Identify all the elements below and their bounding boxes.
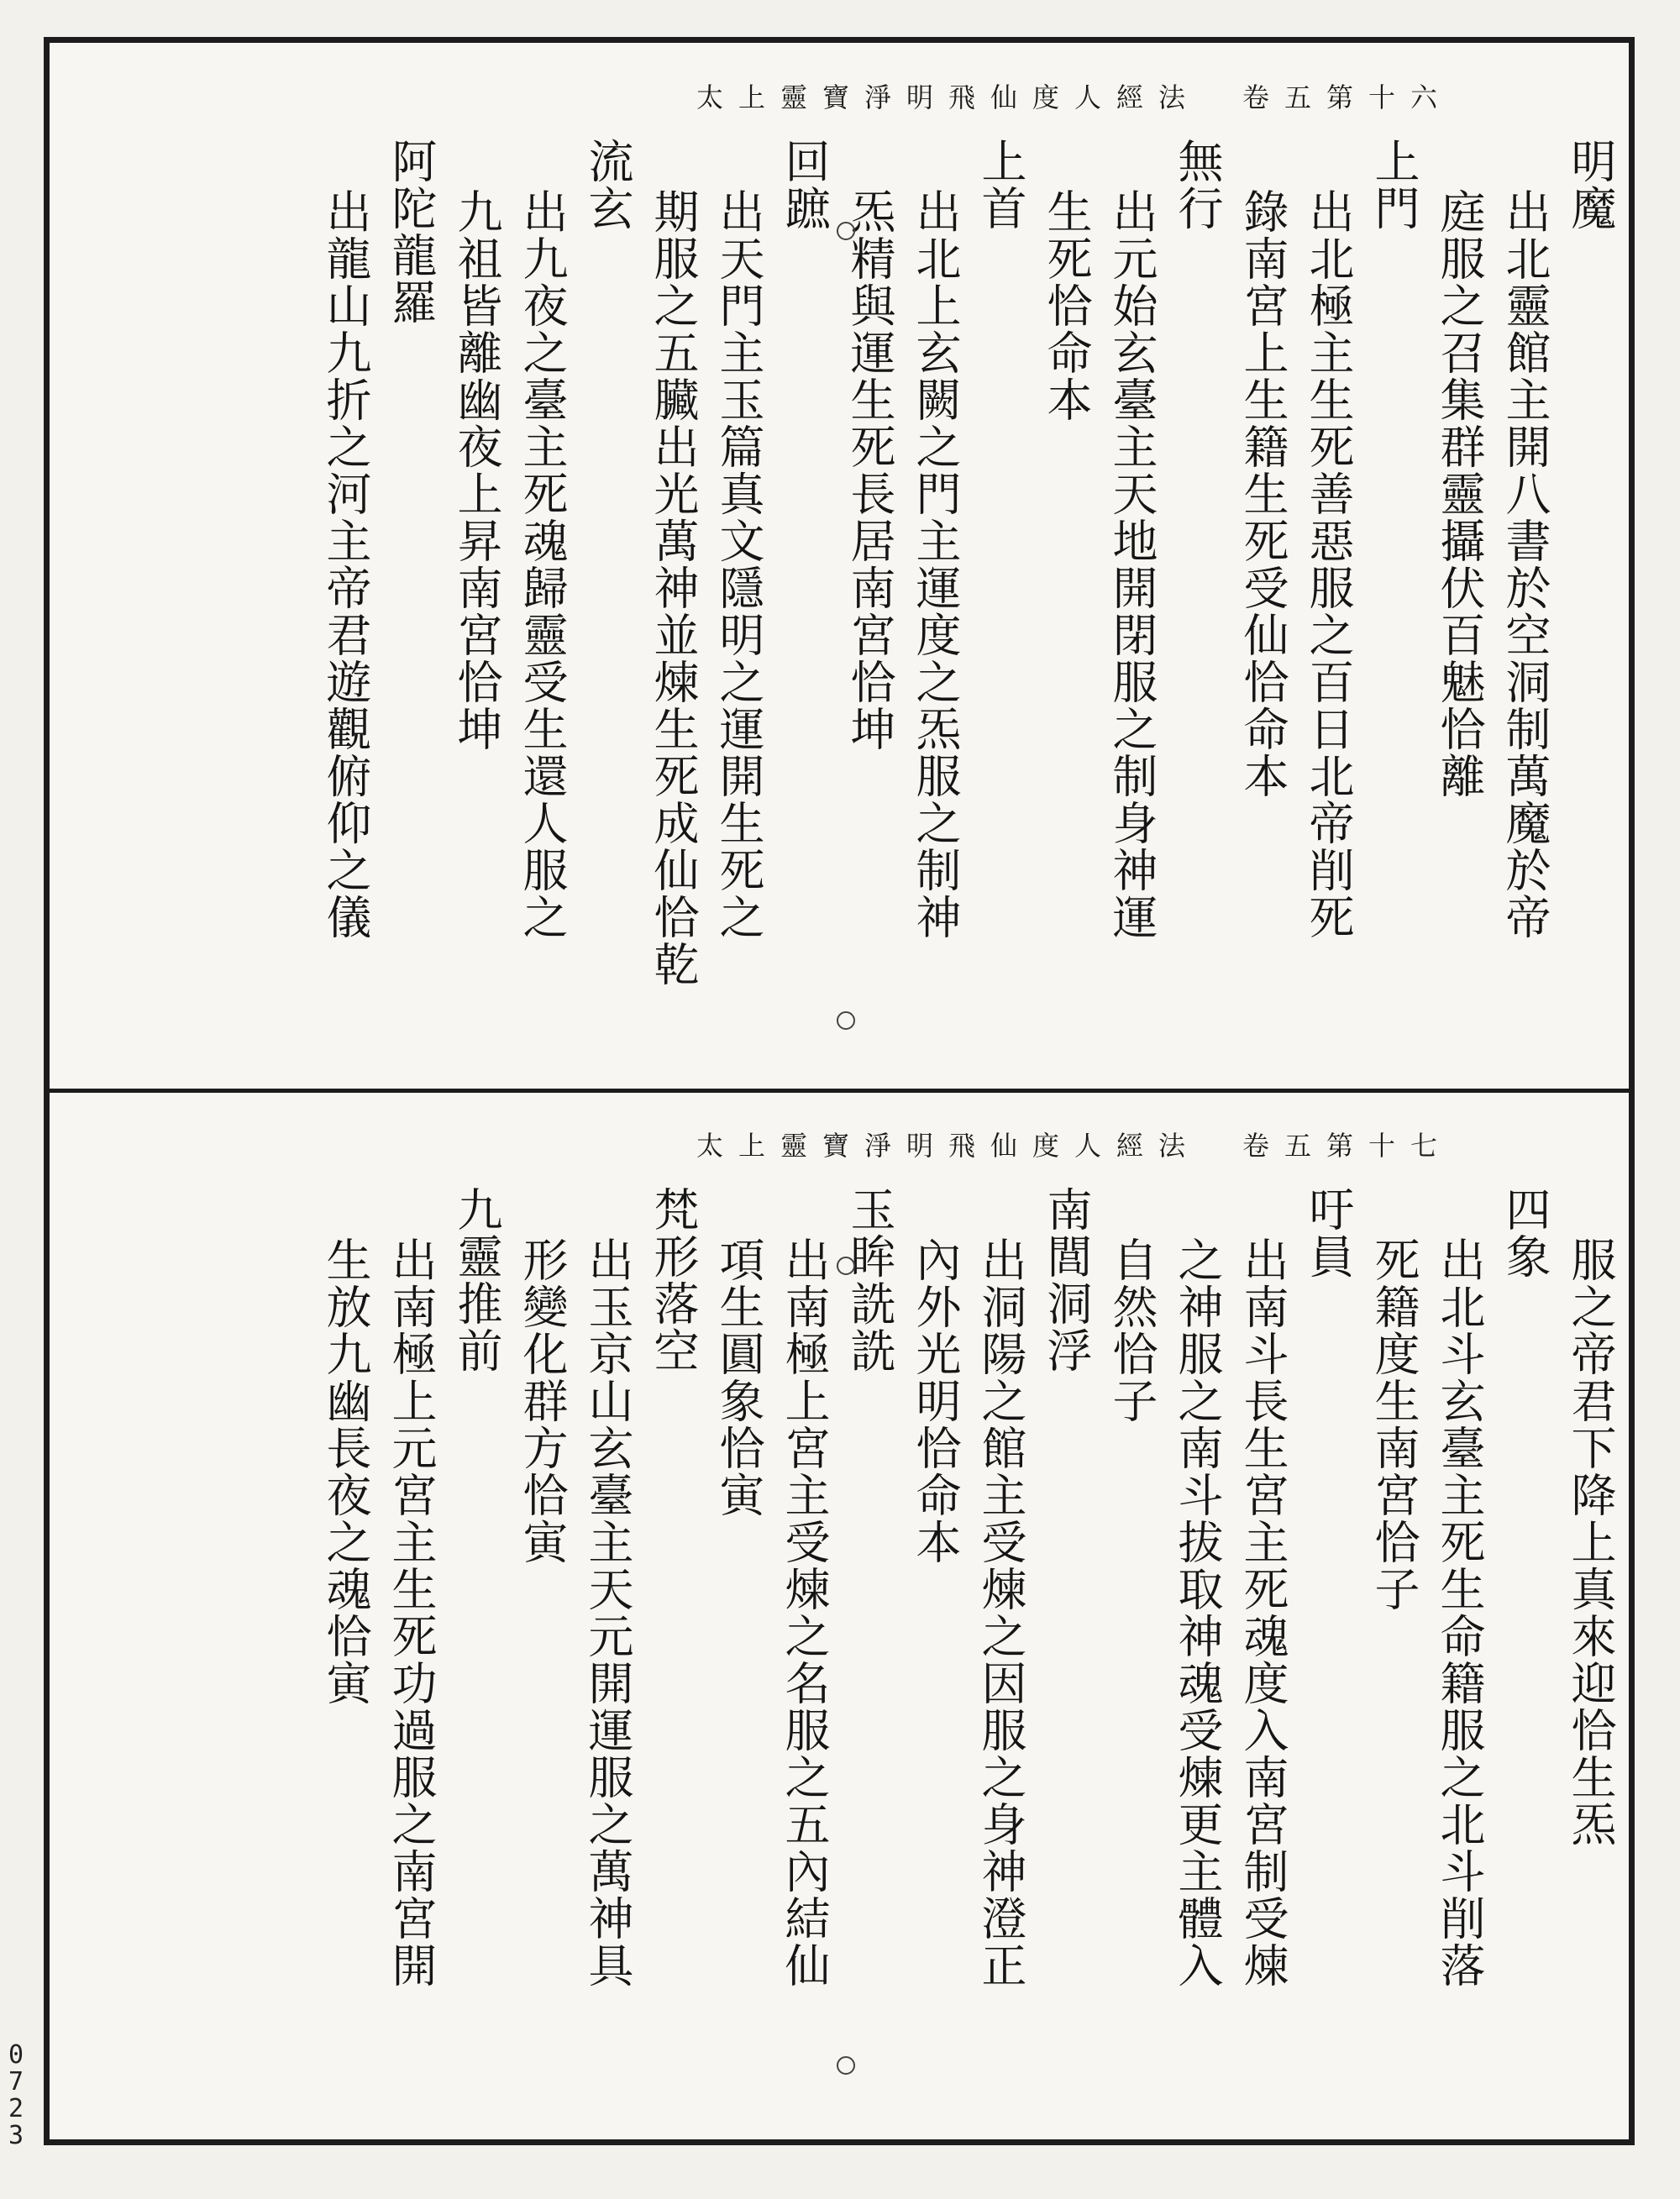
text-column: 出玉京山玄臺主天元開運服之萬神具 xyxy=(581,1236,634,1989)
text-column: 阿陀龍羅 xyxy=(385,138,438,326)
text-column: 明魔 xyxy=(1564,138,1617,232)
upper-running-header xyxy=(55,54,1623,138)
text-column: 無行 xyxy=(1171,138,1224,232)
upper-text-columns xyxy=(55,138,1623,1062)
text-column: 回蹠 xyxy=(778,138,831,232)
upper-page-panel xyxy=(55,54,1623,1079)
text-column: 之神服之南斗拔取神魂受煉更主體入 xyxy=(1171,1236,1224,1989)
text-column: 上首 xyxy=(974,138,1027,232)
lower-text-columns xyxy=(55,1186,1623,2110)
punctuation-circle-mark xyxy=(837,1011,855,1030)
text-column: 死籍度生南宮恰子 xyxy=(1368,1236,1420,1613)
upper-header-text: 太上靈寶淨明飛仙度人經法 卷五第十六 xyxy=(696,81,1452,113)
text-column: 內外光明恰命本 xyxy=(909,1236,962,1566)
text-column: 玉眸詵詵 xyxy=(843,1186,896,1374)
text-column: 梵形落空 xyxy=(647,1186,700,1374)
lower-header-text: 太上靈寶淨明飛仙度人經法 卷五第十七 xyxy=(696,1130,1452,1162)
text-column: 吁員 xyxy=(1302,1186,1355,1280)
text-column: 上門 xyxy=(1368,138,1420,232)
text-column: 自然恰子 xyxy=(1105,1236,1158,1425)
text-column: 出龍山九折之河主帝君遊觀俯仰之儀 xyxy=(319,188,372,941)
text-column: 項生圓象恰寅 xyxy=(712,1236,765,1519)
text-column: 出洞陽之館主受煉之因服之身神澄正 xyxy=(974,1236,1027,1989)
text-column: 出北極主生死善惡服之百日北帝削死 xyxy=(1302,188,1355,941)
text-column: 流玄 xyxy=(581,138,634,232)
text-column: 南閭洞浮 xyxy=(1040,1186,1093,1374)
text-column: 九祖皆離幽夜上昇南宮恰坤 xyxy=(450,188,503,753)
text-column: 出北斗玄臺主死生命籍服之北斗削落 xyxy=(1433,1236,1486,1989)
page-number-digit: 3 xyxy=(8,2121,24,2150)
text-column: 出北上玄闕之門主運度之炁服之制神 xyxy=(909,188,962,941)
text-column: 出九夜之臺主死魂歸靈受生還人服之 xyxy=(516,188,569,941)
page-number-digit: 0 xyxy=(8,2040,24,2070)
text-column: 期服之五臟出光萬神並煉生死成仙恰乾 xyxy=(647,188,700,988)
text-column: 出南斗長生宮主死魂度入南宮制受煉 xyxy=(1236,1236,1289,1989)
text-column: 服之帝君下降上真來迎恰生炁 xyxy=(1564,1236,1617,1848)
text-column: 形變化群方恰寅 xyxy=(516,1236,569,1566)
lower-page-panel xyxy=(55,1102,1623,2133)
text-column: 庭服之召集群靈攝伏百魅恰離 xyxy=(1433,188,1486,800)
text-column: 錄南宮上生籍生死受仙恰命本 xyxy=(1236,188,1289,800)
text-column: 出南極上宮主受煉之名服之五內結仙 xyxy=(778,1236,831,1989)
page-number-digit: 7 xyxy=(8,2067,24,2097)
punctuation-circle-mark xyxy=(837,222,855,240)
lower-running-header xyxy=(55,1102,1623,1186)
text-column: 生死恰命本 xyxy=(1040,188,1093,423)
text-column: 出南極上元宮主生死功過服之南宮開 xyxy=(385,1236,438,1989)
text-column: 生放九幽長夜之魂恰寅 xyxy=(319,1236,372,1707)
page-number-digit: 2 xyxy=(8,2094,24,2123)
text-column: 四象 xyxy=(1499,1186,1551,1280)
text-column: 出北靈館主開八書於空洞制萬魔於帝 xyxy=(1499,188,1551,941)
text-column: 炁精與運生死長居南宮恰坤 xyxy=(843,188,896,753)
text-column: 出元始玄臺主天地開閉服之制身神運 xyxy=(1105,188,1158,941)
punctuation-circle-mark xyxy=(837,1257,855,1275)
punctuation-circle-mark xyxy=(837,2056,855,2075)
text-column: 九靈推前 xyxy=(450,1186,503,1374)
text-column: 出天門主玉篇真文隱明之運開生死之 xyxy=(712,188,765,941)
